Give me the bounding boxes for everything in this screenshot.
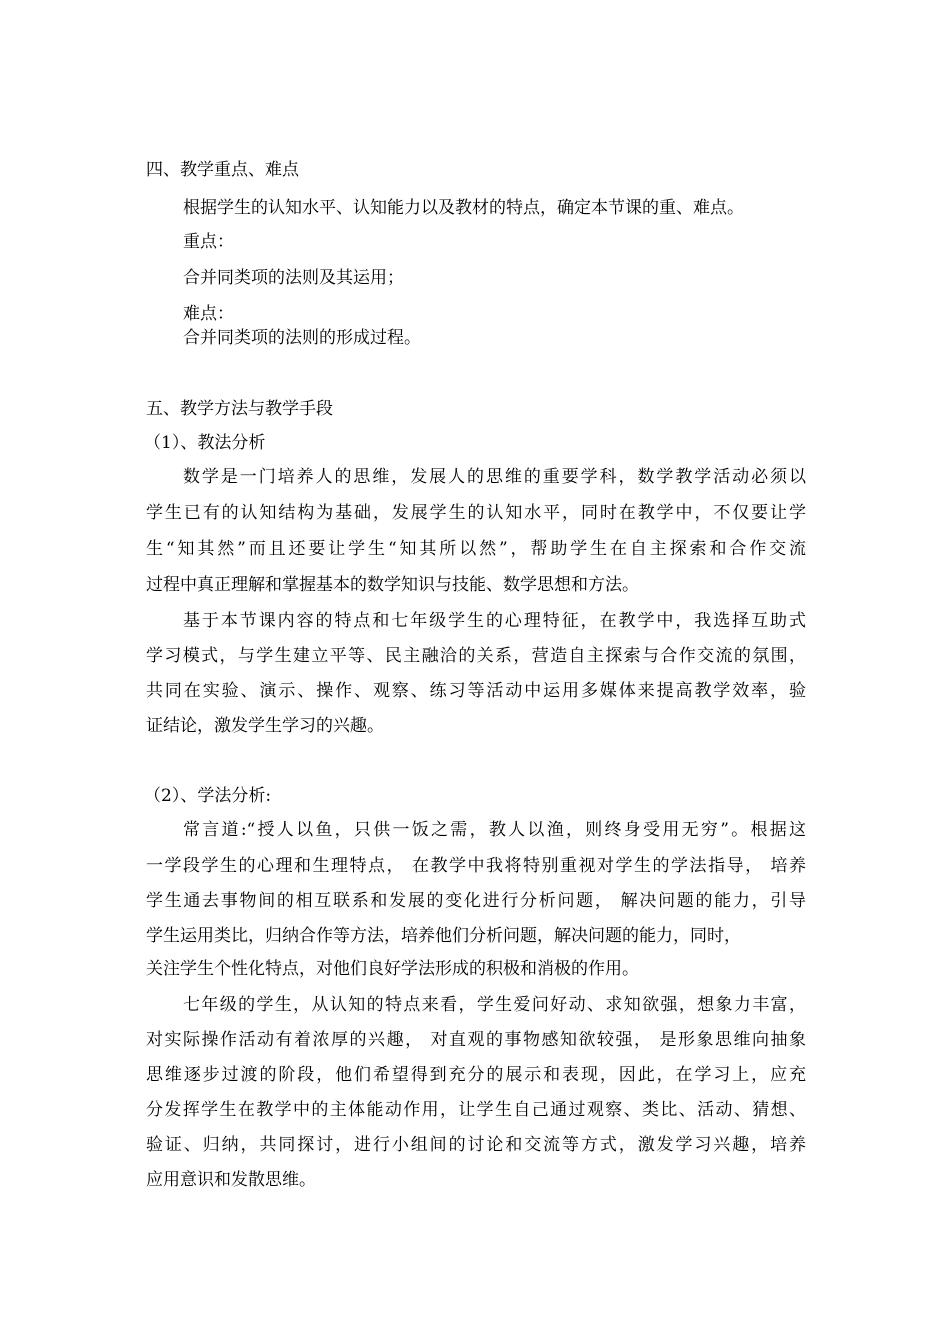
paragraph-line: 学生运用类比，归纳合作等方法，培养他们分析问题，解决问题的能力，同时， [146,926,741,946]
key-point-text: 合并同类项的法则及其运用； [183,268,404,288]
paragraph-line: 生“知其然”而且还要让学生“知其所以然”，帮助学生在自主探索和合作交流 [146,539,806,559]
section-5-heading: 五、教学方法与教学手段 [146,399,333,419]
paragraph-line: 一学段学生的心理和生理特点， 在教学中我将特别重视对学生的学法指导， 培养 [146,856,806,876]
paragraph-line: 分发挥学生在教学中的主体能动作用，让学生自己通过观察、类比、活动、猜想、 [146,1100,806,1120]
paragraph-line: 过程中真正理解和掌握基本的数学知识与技能、数学思想和方法。 [146,575,639,595]
paragraph-line: 学生通去事物间的相互联系和发展的变化进行分析问题， 解决问题的能力，引导 [146,891,806,911]
paragraph-line: 七年级的学生，从认知的特点来看，学生爱问好动、求知欲强，想象力丰富， [183,995,806,1015]
subsection-2-heading: （2）、学法分析: [144,786,272,806]
paragraph-line: 思维逐步过渡的阶段，他们希望得到充分的展示和表现，因此，在学习上，应充 [146,1065,806,1085]
paragraph-line: 应用意识和发散思维。 [146,1170,316,1190]
paragraph-line: 常言道:“授人以鱼，只供一饭之需，教人以渔，则终身受用无穷”。根据这 [183,820,806,840]
section-4-intro: 根据学生的认知水平、认知能力以及教材的特点，确定本节课的重、难点。 [183,198,744,218]
section-4-heading: 四、教学重点、难点 [146,160,299,180]
paragraph-line: 基于本节课内容的特点和七年级学生的心理特征，在教学中，我选择互助式 [183,611,806,631]
key-point-label: 重点： [183,232,234,252]
paragraph-line: 证结论，激发学生学习的兴趣。 [146,716,384,736]
paragraph-line: 学习模式，与学生建立平等、民主融洽的关系，营造自主探索与合作交流的氛围， [146,646,806,666]
difficulty-label: 难点： [183,304,234,324]
paragraph-line: 关注学生个性化特点，对他们良好学法形成的积极和消极的作用。 [146,959,639,979]
paragraph-line: 学生已有的认知结构为基础，发展学生的认知水平，同时在教学中，不仅要让学 [146,503,806,523]
subsection-1-heading: （1）、教法分析 [144,433,266,453]
paragraph-line: 共同在实验、演示、操作、观察、练习等活动中运用多媒体来提高教学效率，验 [146,681,806,701]
difficulty-text: 合并同类项的法则的形成过程。 [183,328,421,348]
paragraph-line: 数学是一门培养人的思维，发展人的思维的重要学科，数学教学活动必须以 [183,467,806,487]
paragraph-line: 验证、归纳，共同探讨，进行小组间的讨论和交流等方式，激发学习兴趣，培养 [146,1135,806,1155]
paragraph-line: 对实际操作活动有着浓厚的兴趣， 对直观的事物感知欲较强， 是形象思维向抽象 [146,1030,806,1050]
